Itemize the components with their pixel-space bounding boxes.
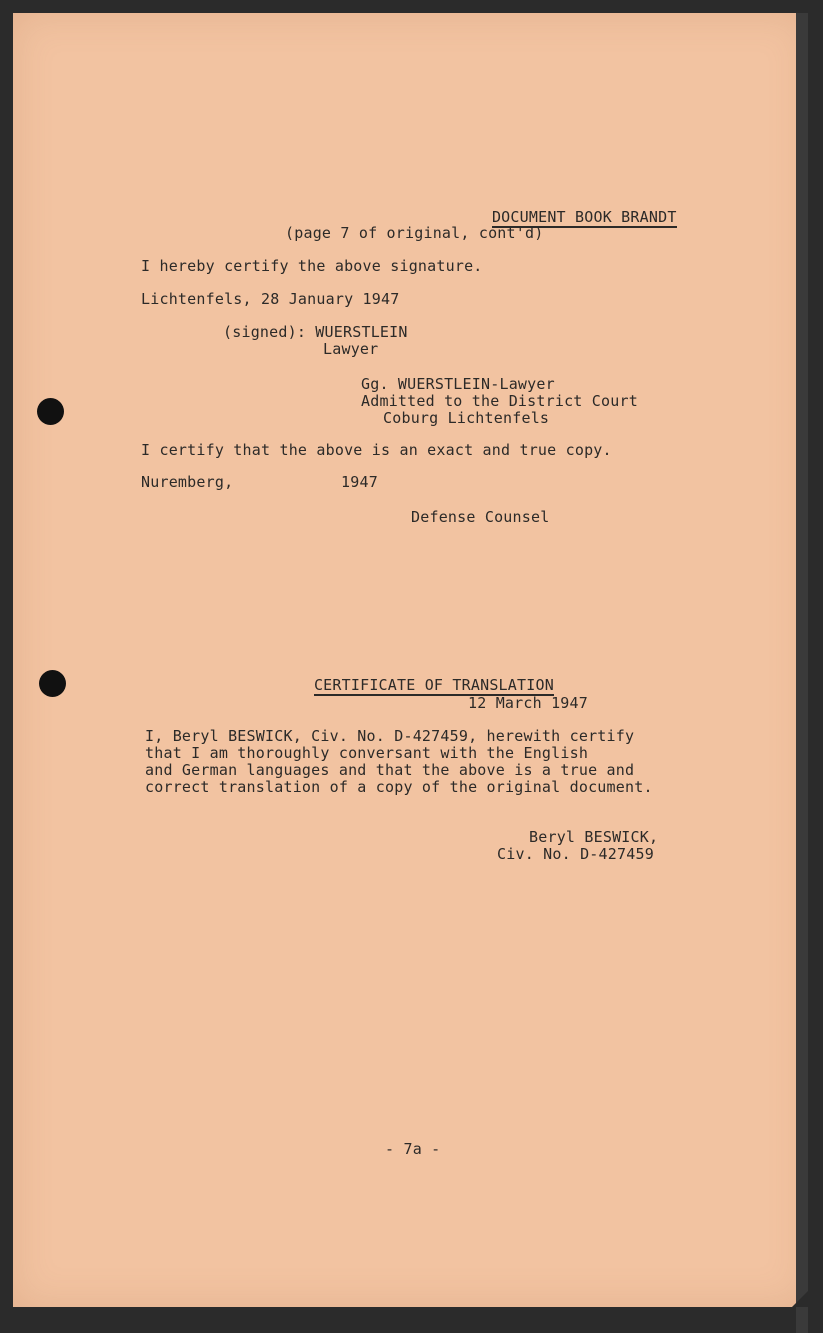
translation-body-line-2: that I am thoroughly conversant with the English [145,744,589,762]
signed-title: Lawyer [323,340,379,358]
document-title-text: DOCUMENT BOOK BRANDT [491,208,677,226]
punch-hole-bottom [39,670,66,697]
page-number: - 7a - [385,1140,441,1158]
translation-date: 12 March 1947 [468,694,588,712]
signed-line: (signed): WUERSTLEIN [223,323,408,341]
page-corner [792,1291,808,1307]
certify-signature-line: I hereby certify the above signature. [141,257,483,275]
translation-body-line-4: correct translation of a copy of the original document. [145,778,653,796]
signer-name: Beryl BESWICK, [529,828,659,846]
translation-body-line-1: I, Beryl BESWICK, Civ. No. D-427459, herewith certify [145,727,635,745]
defense-counsel: Defense Counsel [411,508,550,526]
copy-certification: I certify that the above is an exact and true copy. [141,441,612,459]
stamp-line-3: Coburg Lichtenfels [383,409,550,427]
place-nuremberg: Nuremberg, [141,473,234,491]
translation-body-line-3: and German languages and that the above is a true and [145,761,635,779]
stamp-line-1: Gg. WUERSTLEIN-Lawyer [361,375,555,393]
page-edge [796,13,808,1333]
translation-title-text: CERTIFICATE OF TRANSLATION [313,676,554,694]
document-page [13,13,808,1307]
punch-hole-top [37,398,64,425]
stamp-line-2: Admitted to the District Court [361,392,638,410]
place-date-line: Lichtenfels, 28 January 1947 [141,290,400,308]
signer-id: Civ. No. D-427459 [497,845,654,863]
year: 1947 [341,473,378,491]
page-reference: (page 7 of original, cont'd) [285,224,544,242]
